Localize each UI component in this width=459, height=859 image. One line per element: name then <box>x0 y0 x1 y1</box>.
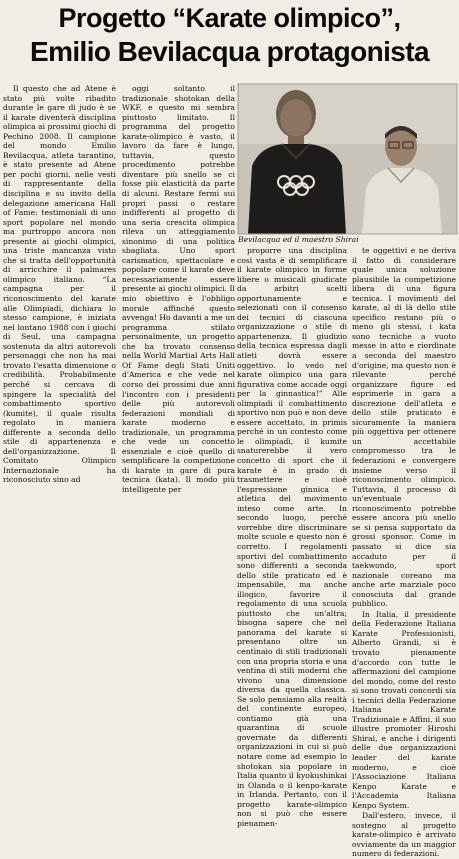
headline-line-1: Progetto “Karate olimpico”, <box>58 3 401 33</box>
column-4-paragraph-2: In Italia, il presidente della Federazione Italiana Karate Professionisti, Alberto Grandi, si è trovato pienamente d'accordo con tutte le affermazioni del campione del mondo, come del resto si sono trovati concordi sia i tecnici della Federazione Italiana Karate Tradizionale e Affini, il suo illustre promoter Hiroshi Shirai, e anche i dirigenti delle due organizzazioni leader del karate moderno, e cioè l'Associazione Italiana Kenpo Karate e l'Accademia Italiana Kenpo System. <box>352 609 456 810</box>
article-column-1 <box>3 84 116 485</box>
column-1-paragraph: Il questo che ad Atene è stato più volte ribadito durante le gare di judo è se il karate diventerà disciplina olimpica ai prossimi giochi di Pechino 2008. Il campione del mondo Emilio Bevilacqua, atleta tarantino, è stato presente ad Atene per pochi giorni, nelle vesti di rappresentante della disciplina e su invito della delegazione americana Hall of Fame: testimoniali di uno sport popolare nel mondo ma purtroppo ancora non presente ai giochi olimpici, una triste mancanza visto che si tratta dell'opportunità di arricchire il palmares olimpico italiano. “La campagna per il riconoscimento del karate alle Olimpiadi, dichiara lo stesso campione, è iniziata nel lontano 1988 con i giochi di Seul, una campagna sostenuta da altri autorevoli personaggi che non ha mai trovato l'esatta dimensione o credibilità. Probabilmente perché si cercava di spingere la specialità del combattimento sportivo (kumite), il quale risulta regolato in maniera differente a seconda dello stile di appartenenza e dell'organizzazione. Il Comitato Olimpico Internazionale ha riconosciuto sino ad <box>3 84 116 485</box>
article-column-3 <box>237 246 347 828</box>
photo-caption: Bevilacqua ed il maestro Shirai <box>238 235 359 244</box>
article-column-2 <box>122 84 235 504</box>
photo-illustration <box>238 84 457 234</box>
column-4-paragraph-1: te oggettivi e ne deriva il fatto di considerare quale unica soluzione plausibile la competizione libera di una figura tecnica. I movimenti del karate, al di là dello stile specifico restano più o meno gli stessi, i kata sono tecniche a vuoto messe in atto e riordinate a seconda del maestro d'origine, ma questo non è rilevante perché organizzare figure ed esprimerle in gara a discrezione dell'atleta e dello stile praticato è sicuramente la maniera più oggettiva per ottenere un accettabile compromesso tra le federazioni e convergere insieme verso il riconoscimento olimpico. Tuttavia, il processo di un'eventuale riconoscimento potrebbe essere ancora più snello se si pensa supportato da grossi sponsor. Come in passato si dice sia accaduto per il taekwondo, sport nazionale coreano ma anche arte marziale poco conosciuta dal grande pubblico. <box>352 246 456 609</box>
article-photo <box>238 84 457 234</box>
article-headline <box>0 2 459 68</box>
column-2-paragraph: oggi soltanto il tradizionale shotokan della WKF, e questo mi sembra piuttosto limitato. Il programma del progetto karate-olimpico è vasto, il lavoro da fare è lungo, tuttavia, questo procedimento potrebbe diventare più snello se ci fosse più elasticità da parte di alcuni. Restare fermi sui propri passi o restare indifferenti al progetto di una seria crescita olimpica rileva un atteggiamento sinonimo di una politica sbagliata. Uno sport carismatico, spettacolare e popolare come il karate deve necessariamente essere presente ai giochi olimpici. Il mio obiettivo è l'obbligo morale affinché questo avvenga! Ho davanti a me un programma stilato personalmente, un progetto che ha trovato consenso nella World Martial Arts Hall Of Fame degli Stati Uniti d'America e che vede nel corso dei prossimi due anni l'incontro con i presidenti delle più autorevoli federazioni mondiali di karate moderno e tradizionale, un programma che vede un concetto essenziale e cioè quello di semplificare la competizione di karate in gare di pura tecnica (kata). Il modo più intelligente per <box>122 84 235 494</box>
column-3-paragraph: proporre una disciplina così vasta è di semplificare il karate olimpico in forme libere o musicali giudicate da arbitri scelti opportunamente e selezionati con il consenso dei tecnici di ciascuna organizzazione o stile di appartenenza. Il giudizio della tecnica espressa dagli atleti dovrà essere oggettivo. Io vedo nel karate olimpico una gara figurativa come accade oggi per la ginnastica!” Alle olimpiadi il combattimento sportivo non può e non deve essere accettato, in primis perché in un contesto come le olimpiadi, il kumite snaturerebbe il vero concetto di sport che il karate è in grado di trasmettere e cioè l'espressione ginnica e atletica del movimento inteso come arte. In secondo luogo, perché vorrebbe dire discriminare molte scuole e questo non è corretto. I regolamenti sportivi del combattimento sono differenti a seconda dello stile praticato ed è impensabile, ma anche illogico, favorire il regolamento di una scuola piuttosto che un'altra; bisogna sapere che nel panorama del karate si presentano oltre un centinaio di stili tradizionali con una propria storia e una ventina di stili moderni che vivono una dimensione diversa da quella classica. Se solo pensiamo alla realtà del continente europeo, contiamo già una quarantina di scuole governate da differenti organizzazioni in cui si può notare come ad esempio lo shotokan sia popolare in Italia quanto il kyokushinkai in Olanda o il kenpo-karate in Irlanda. Pertanto, con il progetto karate-olimpico non si può che essere pienamen- <box>237 246 347 828</box>
column-4-paragraph-3: Dall'estero, invece, il sostegno al progetto karate-olimpico è arrivato ovviamente da un maggior numero di federazioni. <box>352 811 456 859</box>
headline-line-2: Emilio Bevilacqua protagonista <box>30 36 429 67</box>
article-column-4 <box>352 246 456 859</box>
